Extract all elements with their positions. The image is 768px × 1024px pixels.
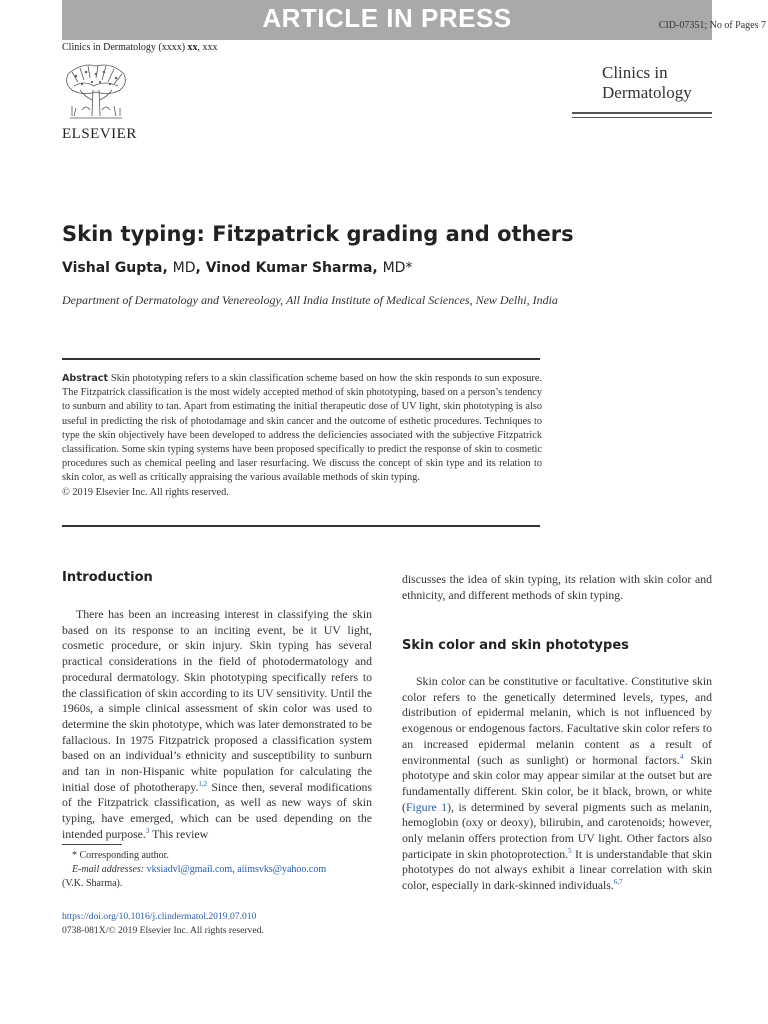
footnote-rule xyxy=(62,844,122,845)
abstract-rule-top xyxy=(62,358,540,360)
author-separator: , xyxy=(162,260,173,276)
article-in-press-banner xyxy=(62,0,712,40)
journal-citation-pages: , xxx xyxy=(197,42,218,53)
header-rule-thin xyxy=(572,117,712,118)
abstract xyxy=(62,372,542,500)
paragraph-text: This review xyxy=(149,826,209,841)
paragraph-text: There has been an increasing interest in classifying the skin based on its response to an inciting event, be it UV light, cosmetic procedure, or skin injury. Skin typing has several practical considerations in the field of photodermatology and procedural dermatology. Skin phototyping specifically refers to the classification of skin according to its UV sensitivity. Until the 1960s, a simple clinical assessment of skin color was used to determine the skin phototype, which was later demonstrated to be fallacious. In 1975 Fitzpatrick proposed a classification system based on an individual’s ethnicity and susceptibility to sunburn and tan in non-Hispanic white population for calculating the initial dose of phototherapy. xyxy=(62,607,372,794)
author-separator: , xyxy=(372,260,383,276)
author-separator: , xyxy=(195,260,206,276)
article-title: Skin typing: Fitzpatrick grading and others xyxy=(62,222,574,246)
elsevier-tree-icon xyxy=(62,60,130,124)
email-link[interactable]: vksiadvl@gmail.com xyxy=(146,864,233,875)
abstract-copyright: © 2019 Elsevier Inc. All rights reserved. xyxy=(62,486,229,498)
abstract-text: Skin phototyping refers to a skin classification scheme based on how the skin responds to sun exposure. The Fitzpatrick classification is the most widely accepted method of skin phototyping, based on a person’s tendency to sunburn and ability to tan. Apart from estimating the initial therapeutic dose of UV light, skin phototyping is also useful in predicting the risk of photodamage and skin cancer and the outcome of esthetic procedures. Techniques to type the skin objectively have been developed to address the deficiencies associated with the subjective Fitzpatrick classification. Some skin typing systems have been proposed specifically to predict the response of skin to cosmetic procedures such as chemical peeling and laser resurfacing. We discuss the concept of skin type and its relation to skin color, as well as critically appraising the various available methods of skin typing. xyxy=(62,373,542,484)
email-label: E-mail addresses: xyxy=(72,864,147,875)
journal-citation-volume: xx xyxy=(187,42,198,53)
citation-link[interactable]: 5 xyxy=(568,846,572,855)
email-separator: , xyxy=(232,864,238,875)
citation-link[interactable]: 6,7 xyxy=(613,878,623,887)
abstract-label: Abstract xyxy=(62,373,109,384)
citation-link[interactable]: 1,2 xyxy=(198,779,208,788)
author-degree: MD* xyxy=(382,260,413,276)
journal-name-line1: Clinics in xyxy=(602,63,668,82)
author-affiliation: Department of Dermatology and Venereology, All India Institute of Medical Sciences, New Delhi, India xyxy=(62,293,558,307)
paragraph-text: discusses the idea of skin typing, its relation with skin color and ethnicity, and different methods of skin typing. xyxy=(402,572,712,602)
introduction-continuation xyxy=(402,572,712,603)
abstract-rule-bottom xyxy=(62,525,540,527)
paragraph-text: Skin color can be constitutive or facultative. Constitutive skin color refers to the genetically determined levels, types, and distribution of epidermal melanin, which is not influenced by exogenous or endogenous factors. Facultative skin color refers to an increased epidermal melanin content as a result of environmental (such as sunlight) or hormonal factors. xyxy=(402,674,712,767)
publisher-name: ELSEVIER xyxy=(62,126,137,142)
author-degree: MD xyxy=(172,260,196,276)
article-in-press-label: ARTICLE IN PRESS xyxy=(262,3,512,33)
paragraph xyxy=(62,607,372,843)
email-link[interactable]: aiimsvks@yahoo.com xyxy=(237,864,327,875)
paragraph xyxy=(402,674,712,894)
figure-link[interactable]: Figure 1 xyxy=(405,799,448,814)
author-list xyxy=(62,260,412,276)
footnote xyxy=(62,849,372,891)
doi-block xyxy=(62,910,264,937)
paragraph-text: It is understandable that skin phototypes do not always exhibit a linear correlation with skin color, especially in dark-skinned individuals. xyxy=(402,846,712,893)
journal-name xyxy=(602,63,692,103)
doi-link[interactable]: https://doi.org/10.1016/j.clindermatol.2019.07.010 xyxy=(62,911,257,922)
section-heading-introduction: Introduction xyxy=(62,570,153,585)
journal-name-line2: Dermatology xyxy=(602,83,692,102)
author-name: Vishal Gupta xyxy=(62,260,163,276)
section-heading-skin-color: Skin color and skin phototypes xyxy=(402,638,629,653)
citation-link[interactable]: 3 xyxy=(145,826,150,835)
header-rule xyxy=(572,112,712,114)
corresponding-author-name: (V.K. Sharma). xyxy=(62,878,123,889)
journal-citation-name: Clinics in Dermatology (xxxx) xyxy=(62,42,188,53)
issn-copyright: 0738-081X/© 2019 Elsevier Inc. All rights reserved. xyxy=(62,924,264,936)
paragraph-text: Skin phototype and skin color may appear similar at the outset but are fundamentally different. Skin color, be it black, brown, or white ( xyxy=(402,752,712,814)
cid-page-count: CID-07351; No of Pages 7 xyxy=(658,20,766,31)
corresponding-author-note: * Corresponding author. xyxy=(72,850,169,861)
journal-citation xyxy=(62,42,218,53)
skin-color-body xyxy=(402,674,712,894)
citation-link[interactable]: 4 xyxy=(679,752,684,761)
introduction-body xyxy=(62,607,372,843)
author-name: Vinod Kumar Sharma xyxy=(205,260,373,276)
email-line xyxy=(62,863,372,877)
paragraph-text: ), is determined by several pigments such as melanin, hemoglobin (oxy or deoxy), bilirubin, and carotenoids; however, only melanin offers protection from UV light. Other factors also participate in skin photoprotection. xyxy=(402,799,712,861)
paragraph-text: Since then, several modifications of the Fitzpatrick classification, as well as new ways of skin typing, have emerged, which can be used depending on the intended purpose. xyxy=(62,779,373,841)
